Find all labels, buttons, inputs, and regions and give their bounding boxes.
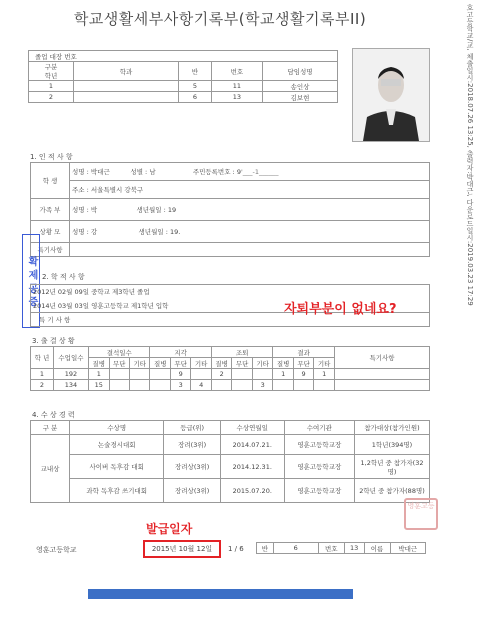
section-academic-heading: 2. 학 적 사 항 <box>42 273 85 281</box>
col-num: 번호 <box>211 62 262 81</box>
academic-line-2: 2014년 03월 03일 영훈고등학교 제1학년 입학 <box>31 299 430 313</box>
side-meta-text: 호고등학교/교, 체출일시:2018.07.26 13:25, 출력자:박대근, 다운로드일시:2019.03.23 17:29 <box>466 4 474 306</box>
footer-page: 1 / 6 <box>228 545 244 553</box>
document-title: 학교생활세부사항기록부(학교생활기록부II) <box>73 10 367 28</box>
verification-stamp: 확 제 공 증 <box>22 234 40 328</box>
col-grade: 구분 학년 <box>29 62 74 81</box>
scrollbar-highlight <box>88 589 353 599</box>
footer-school: 영훈고등학교 <box>36 546 77 554</box>
person-photo-icon <box>353 49 429 141</box>
section-awards-heading: 4. 수 상 경 력 <box>32 411 75 419</box>
table-row: 2 6 13 김보현 <box>29 92 338 103</box>
academic-table: 2012년 02월 09일 중학교 제3학년 졸업 2014년 03월 03일 영훈고등학교 제1학년 입학 특 기 사 항 <box>30 284 430 327</box>
school-seal: 영훈고등 <box>404 498 438 530</box>
col-teacher: 담임성명 <box>263 62 338 81</box>
table-row: 과학 독후감 쓰기대회 장려상(3위) 2015.07.20. 영훈고등학교장 2학년 중 참가자(88명) <box>31 479 430 503</box>
footer-table: 반 6 번호 13 이름 박대근 <box>256 542 426 554</box>
student-photo <box>352 48 430 142</box>
issue-date-box: 2015년 10월 12일 <box>143 540 221 558</box>
section-attendance-heading: 3. 출 결 상 황 <box>32 337 75 345</box>
section-personal-heading: 1. 인 적 사 항 <box>30 153 73 161</box>
dropout-note: 자퇴부분이 없네요? <box>284 302 397 317</box>
table-row: 1 192 1 9 2 1 9 1 <box>31 369 430 380</box>
table-row: 2 134 15 3 4 3 <box>31 380 430 391</box>
table-row: 1 5 11 송인상 <box>29 81 338 92</box>
header-table-title: 졸업 대장 번호 <box>29 51 338 62</box>
academic-line-1: 2012년 02월 09일 중학교 제3학년 졸업 <box>31 285 430 299</box>
col-dept: 학과 <box>74 62 179 81</box>
table-row: 교내상 논술경시대회 장려(3위) 2014.07.21. 영훈고등학교장 1학년(394명) <box>31 435 430 455</box>
header-table <box>28 50 338 103</box>
issue-date-label: 발급일자 <box>146 522 193 536</box>
attendance-table: 학 년 수업일수 결석일수 지각 조퇴 결과 특기사항 질병 무단 기타 질병 무단 기타 질병 무단 기타 질병 무단 기타 1 192 1 9 2 1 9 1 2 134 15 3 4 3 <box>30 346 430 391</box>
personal-table: 학 생 성명 : 박대근 성별 : 남 주민등록번호 : 9'___-1______ 주소 : 서울특별시 강북구 가족 부 성명 : 박 생년월일 : 19 상황 모 성명 : 강 생년월일 : 19. 특기사항 <box>30 162 430 257</box>
col-ban: 반 <box>179 62 212 81</box>
table-row: 사이버 독후감 대회 장려상(3위) 2014.12.31. 영훈고등학교장 1,2학년 중 참가자(32명) <box>31 455 430 479</box>
awards-table: 구 분 수상명 등급(위) 수상연월일 수여기관 참가대상(참가인원) 교내상 논술경시대회 장려(3위) 2014.07.21. 영훈고등학교장 1학년(394명) 사이버 독후감 대회 장려상(3위) 2014.12.31. 영훈고등학교장 1,2학년 중 참가자(32명) 과학 독후감 쓰기대회 장려상(3위) 2015.07.20. 영훈고등학교장 2학년 중 참가자(88명) <box>30 420 430 503</box>
